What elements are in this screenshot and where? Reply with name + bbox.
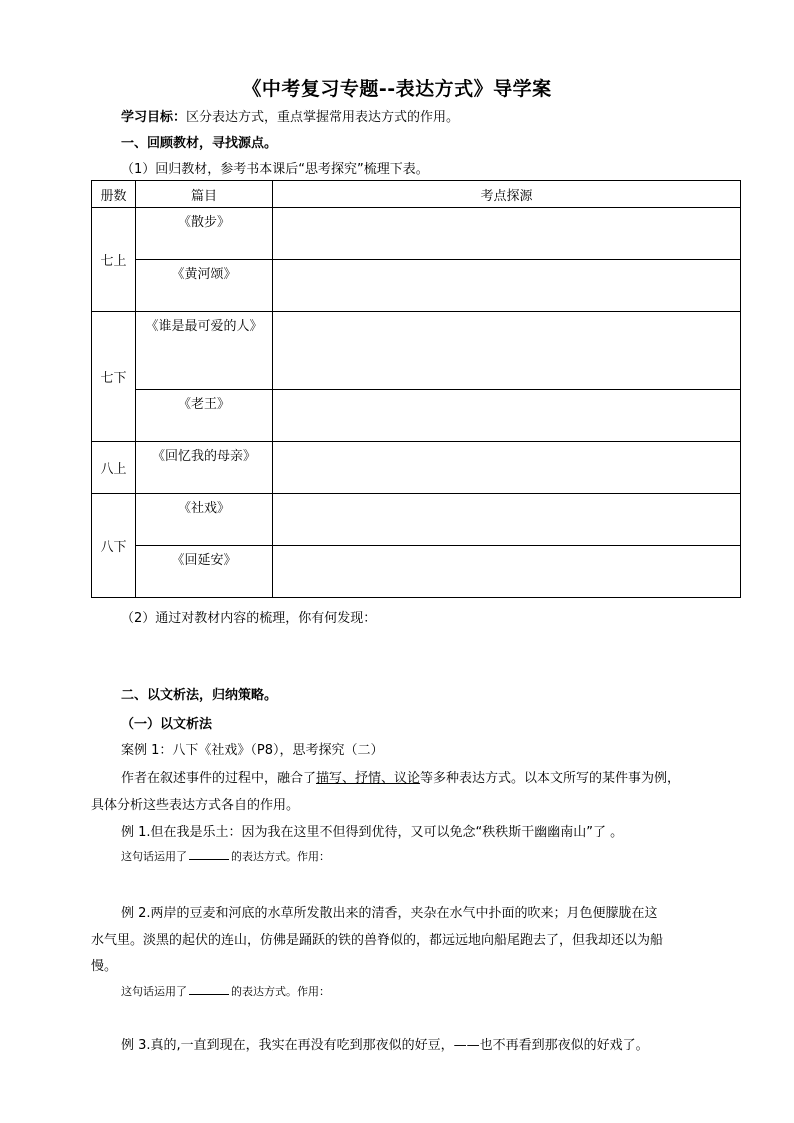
answer-cell[interactable]: [273, 312, 741, 390]
answer-blank[interactable]: [189, 983, 229, 995]
example-1-prompt: [121, 848, 330, 864]
table-header-row: [92, 181, 741, 208]
prompt-text: 的表达方式。作用：: [231, 985, 330, 998]
prompt-text: 这句话运用了: [121, 850, 187, 863]
lesson-cell: 《黄河颂》: [136, 260, 273, 312]
example-1: 例 1.但在我是乐土：因为我在这里不但得到优待，又可以免念“秩秩斯干幽幽南山”了 。: [121, 825, 624, 840]
table-row: [92, 442, 741, 494]
case-paragraph-line2: 具体分析这些表达方式各自的作用。: [91, 798, 300, 813]
case-paragraph-line1: [121, 767, 680, 786]
volume-cell: 八下: [92, 494, 136, 598]
subsection-heading: （一）以文析法: [121, 717, 213, 732]
answer-cell[interactable]: [273, 260, 741, 312]
table-row: [92, 260, 741, 312]
lesson-cell: 《老王》: [136, 390, 273, 442]
prompt-text: 的表达方式。作用：: [231, 850, 330, 863]
lesson-cell: 《社戏》: [136, 494, 273, 546]
volume-cell: 八上: [92, 442, 136, 494]
answer-cell[interactable]: [273, 442, 741, 494]
learning-objective: [121, 106, 459, 125]
lesson-cell: 《谁是最可爱的人》: [136, 312, 273, 390]
example-2-line1: 例 2.两岸的豆麦和河底的水草所发散出来的清香，夹杂在水气中扑面的吹来；月色便朦胧在这: [121, 906, 658, 921]
para-text: 等多种表达方式。以本文所写的某件事为例，: [420, 771, 681, 786]
example-3: 例 3.真的,一直到现在，我实在再没有吃到那夜似的好豆，——也不再看到那夜似的好戏了。: [121, 1038, 649, 1053]
table-row: [92, 312, 741, 390]
example-2-prompt: [121, 983, 330, 999]
volume-cell: 七下: [92, 312, 136, 442]
section1-heading: 一、回顾教材，寻找源点。: [121, 136, 278, 151]
answer-cell[interactable]: [273, 390, 741, 442]
example-2-line2: 水气里。淡黑的起伏的连山，仿佛是踊跃的铁的兽脊似的，都远远地向船尾跑去了，但我却还以为船: [91, 933, 664, 948]
table-row: [92, 546, 741, 598]
volume-cell: 七上: [92, 208, 136, 312]
header-lesson: 篇目: [136, 181, 273, 208]
answer-cell[interactable]: [273, 208, 741, 260]
underlined-methods: 描写、抒情、议论: [316, 771, 421, 786]
table-row: [92, 208, 741, 260]
answer-cell[interactable]: [273, 494, 741, 546]
question-2: （2）通过对教材内容的梳理，你有何发现：: [121, 611, 377, 626]
prompt-text: 这句话运用了: [121, 985, 187, 998]
example-2-line3: 慢。: [91, 959, 118, 974]
para-text: 作者在叙述事件的过程中，融合了: [121, 771, 317, 786]
lesson-cell: 《回延安》: [136, 546, 273, 598]
textbook-table: [91, 180, 741, 598]
answer-cell[interactable]: [273, 546, 741, 598]
section1-instruction: （1）回归教材，参考书本课后“思考探究”梳理下表。: [121, 162, 429, 177]
case-1: 案例 1：八下《社戏》（P8），思考探究（二）: [121, 743, 384, 758]
answer-blank[interactable]: [189, 848, 229, 860]
header-exam-source: 考点探源: [273, 181, 741, 208]
lesson-cell: 《回忆我的母亲》: [136, 442, 273, 494]
table-row: [92, 390, 741, 442]
table-row: [92, 494, 741, 546]
section2-heading: 二、以文析法，归纳策略。: [121, 688, 278, 703]
document-title: 《中考复习专题--表达方式》导学案: [242, 78, 552, 100]
objective-label: 学习目标：: [121, 110, 187, 125]
header-volume: 册数: [92, 181, 136, 208]
objective-text: 区分表达方式，重点掌握常用表达方式的作用。: [186, 110, 460, 125]
lesson-cell: 《散步》: [136, 208, 273, 260]
